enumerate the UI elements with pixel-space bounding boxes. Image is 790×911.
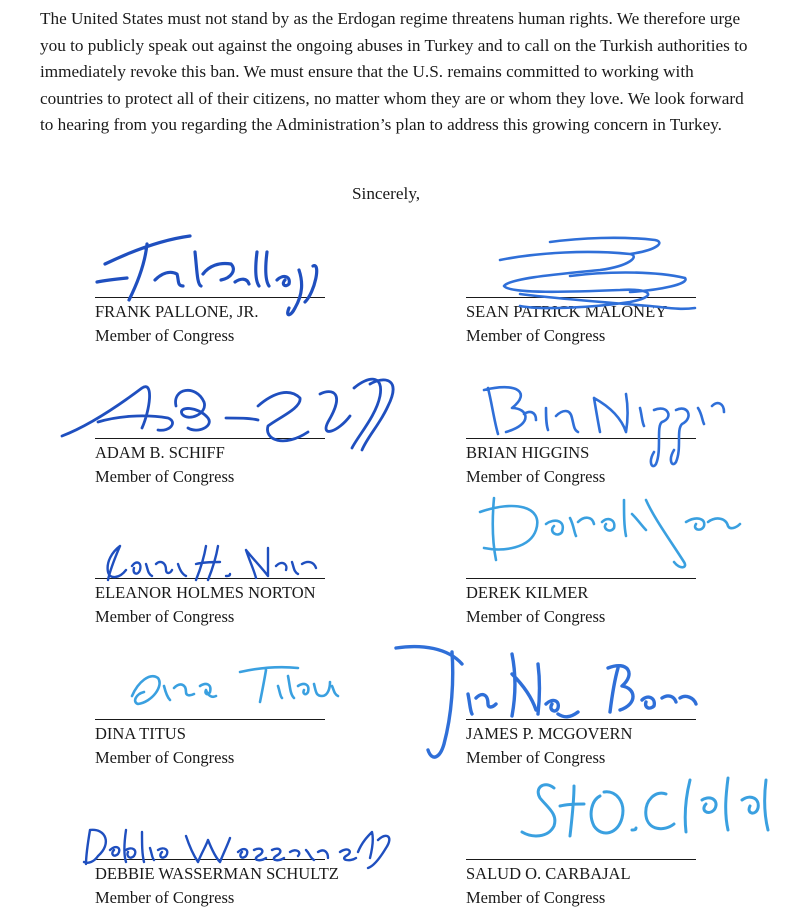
signer-name: JAMES P. MCGOVERN xyxy=(466,724,633,743)
signer-name: DEBBIE WASSERMAN SCHULTZ xyxy=(95,864,339,883)
handwritten-signature-maloney xyxy=(480,232,700,322)
signer-title: Member of Congress xyxy=(466,467,606,486)
letter-closing: Sincerely, xyxy=(352,184,421,203)
handwritten-signature-norton xyxy=(96,540,326,590)
signer-name: ADAM B. SCHIFF xyxy=(95,443,225,462)
signature-line xyxy=(95,719,325,720)
handwritten-signature-kilmer xyxy=(474,478,754,578)
signer-title: Member of Congress xyxy=(95,888,235,907)
signer-title: Member of Congress xyxy=(466,326,606,345)
letter-body-paragraph: The United States must not stand by as the Erdogan regime threatens human rights. We therefore urge you to publicly speak out against the ongoing abuses in Turkey and to call on the Turkish authorities to immediately revoke this ban. We must ensure that the U.S. remains committed to working with countries to protect all of their citizens, no matter whom they are or whom they love. We look forward to hearing from you regarding the Administration’s plan to address this growing concern in Turkey. xyxy=(40,9,748,134)
signer-name: SALUD O. CARBAJAL xyxy=(466,864,631,883)
signer-title: Member of Congress xyxy=(95,326,235,345)
signer-name: FRANK PALLONE, JR. xyxy=(95,302,259,321)
handwritten-signature-carbajal xyxy=(514,766,784,856)
signer-title: Member of Congress xyxy=(466,607,606,626)
handwritten-signature-higgins xyxy=(476,378,736,478)
signer-name: ELEANOR HOLMES NORTON xyxy=(95,583,316,602)
handwritten-signature-wasserman-schultz xyxy=(78,822,398,872)
signer-title: Member of Congress xyxy=(466,748,606,767)
signer-name: BRIAN HIGGINS xyxy=(466,443,590,462)
signature-line xyxy=(466,578,696,579)
handwritten-signature-schiff xyxy=(58,366,408,461)
signer-name: SEAN PATRICK MALONEY xyxy=(466,302,668,321)
signer-name: DEREK KILMER xyxy=(466,583,589,602)
signature-line xyxy=(466,859,696,860)
handwritten-signature-titus xyxy=(118,656,358,716)
handwritten-signature-pallone xyxy=(85,222,325,332)
signer-title: Member of Congress xyxy=(95,748,235,767)
handwritten-signature-mcgovern xyxy=(392,634,722,774)
signer-name: DINA TITUS xyxy=(95,724,186,743)
signer-title: Member of Congress xyxy=(95,607,235,626)
signer-title: Member of Congress xyxy=(466,888,606,907)
signer-title: Member of Congress xyxy=(95,467,235,486)
